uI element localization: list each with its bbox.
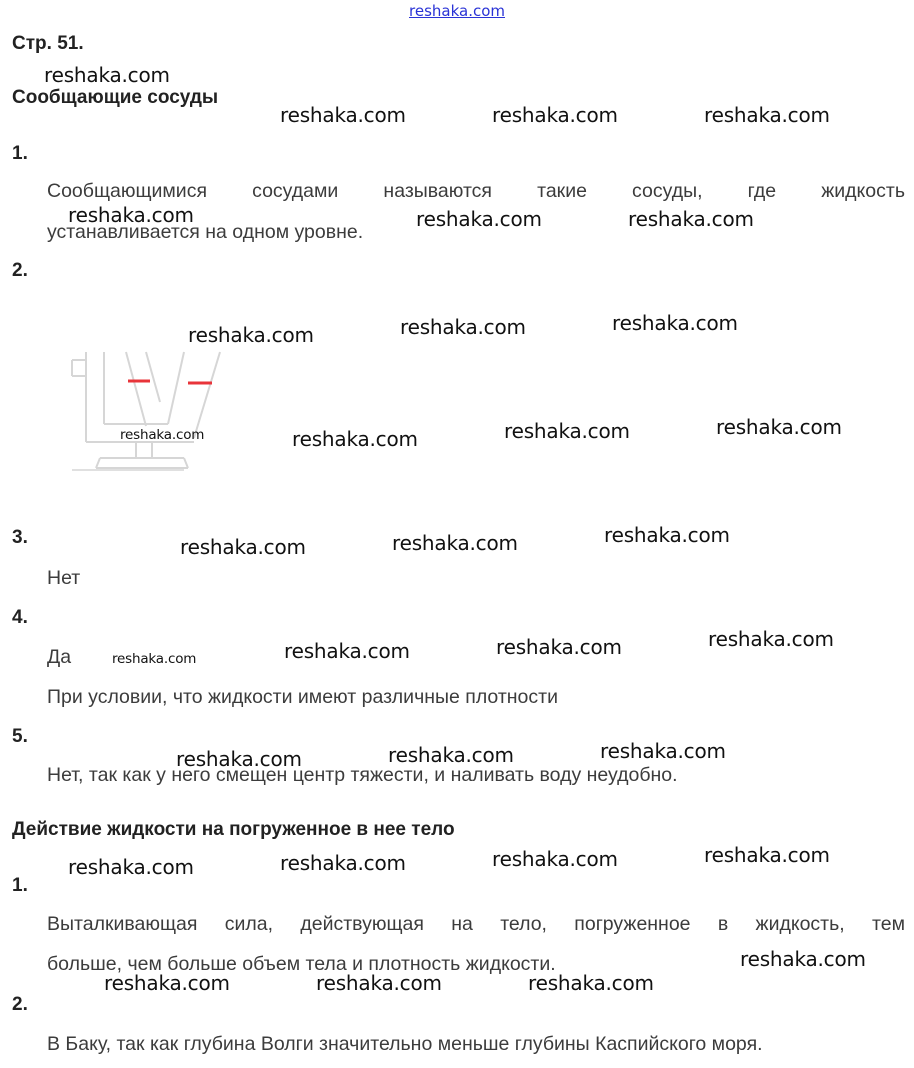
answer-text: Выталкивающая сила, действующая на тело, погруженное в жидкость, тем [47, 913, 905, 935]
question-number: 5. [12, 726, 28, 747]
question-number: 1. [12, 143, 28, 164]
watermark: reshaka.com [496, 635, 622, 659]
watermark: reshaka.com [120, 427, 205, 443]
watermark: reshaka.com [528, 971, 654, 995]
site-link[interactable]: reshaka.com [409, 2, 505, 20]
question-number: 1. [12, 875, 28, 896]
watermark: reshaka.com [392, 531, 518, 555]
section-title-communicating-vessels: Сообщающие сосуды [12, 87, 219, 108]
watermark: reshaka.com [280, 103, 406, 127]
answer-text: При условии, что жидкости имеют различные плотности [47, 686, 558, 708]
watermark: reshaka.com [416, 207, 542, 231]
question-number: 2. [12, 994, 28, 1015]
answer-text: устанавливается на одном уровне. [47, 221, 364, 243]
communicating-vessels-figure [66, 346, 228, 480]
vessel-middle-outline [126, 352, 146, 426]
watermark: reshaka.com [104, 971, 230, 995]
watermark: reshaka.com [188, 323, 314, 347]
answer-text: Нет, так как у него смещен центр тяжести, и наливать воду неудобно. [47, 764, 678, 786]
question-number: 3. [12, 527, 28, 548]
watermark: reshaka.com [600, 739, 726, 763]
watermark: reshaka.com [316, 971, 442, 995]
watermark: reshaka.com [704, 843, 830, 867]
watermark: reshaka.com [400, 315, 526, 339]
watermark: reshaka.com [280, 851, 406, 875]
question-number: 4. [12, 607, 28, 628]
watermark: reshaka.com [68, 855, 194, 879]
watermark: reshaka.com [504, 419, 630, 443]
watermark: reshaka.com [284, 639, 410, 663]
answer-text: больше, чем больше объем тела и плотность жидкости. [47, 953, 556, 975]
watermark: reshaka.com [492, 847, 618, 871]
answer-text: Да [47, 646, 72, 668]
page-number: Стр. 51. [12, 33, 84, 54]
vessel-right-outline [168, 352, 184, 424]
answer-text: Нет [47, 567, 81, 589]
answer-text: В Баку, так как глубина Волги значительно меньше глубины Каспийского моря. [47, 1033, 763, 1055]
watermark: reshaka.com [612, 311, 738, 335]
watermark: reshaka.com [716, 415, 842, 439]
watermark: reshaka.com [292, 427, 418, 451]
answer-text: Сообщающимися сосудами называются такие сосуды, где жидкость [47, 180, 905, 202]
question-number: 2. [12, 260, 28, 281]
watermark: reshaka.com [704, 103, 830, 127]
watermark: reshaka.com [492, 103, 618, 127]
watermark: reshaka.com [388, 743, 514, 767]
watermark: reshaka.com [180, 535, 306, 559]
watermark: reshaka.com [604, 523, 730, 547]
watermark: reshaka.com [628, 207, 754, 231]
watermark: reshaka.com [44, 63, 170, 87]
watermark: reshaka.com [740, 947, 866, 971]
watermark: reshaka.com [176, 747, 302, 771]
section-title-buoyancy: Действие жидкости на погруженное в нее тело [12, 819, 455, 840]
watermark: reshaka.com [112, 651, 197, 667]
watermark: reshaka.com [708, 627, 834, 651]
watermark: reshaka.com [68, 203, 194, 227]
